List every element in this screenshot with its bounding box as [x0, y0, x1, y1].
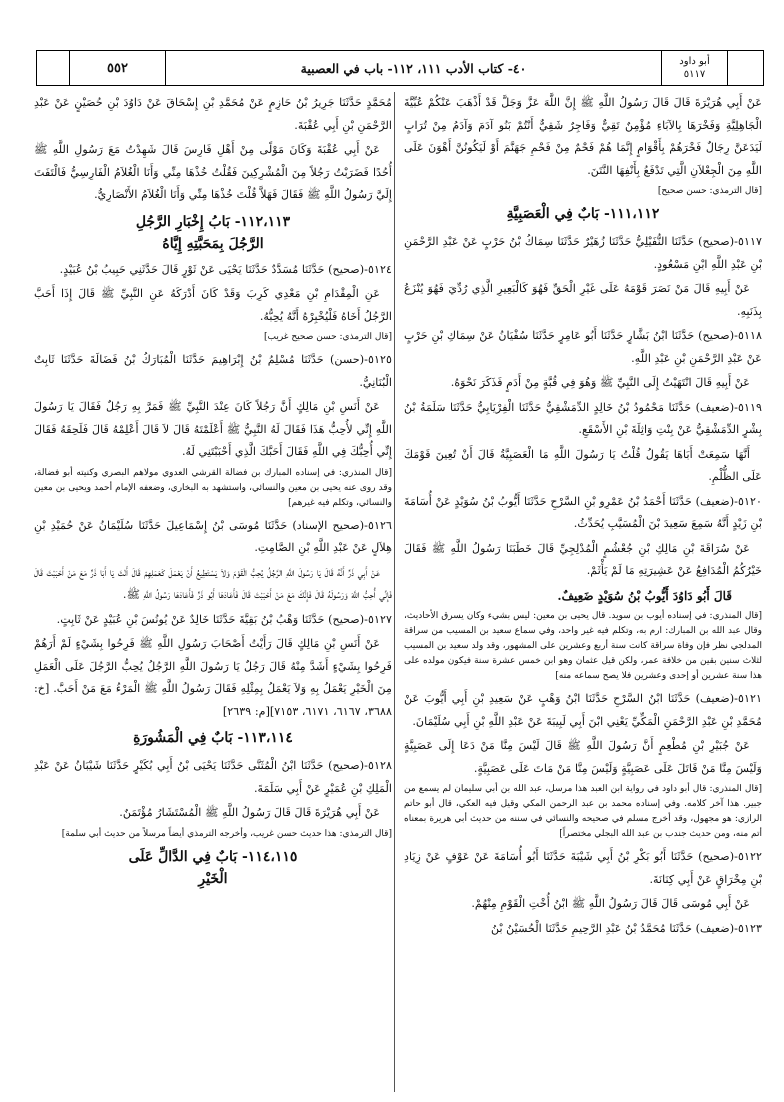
hadith-chain: ٥١٢٣-(ضعيف) حَدَّثَنَا مُحَمَّدُ بْنُ عَبْدِ الرَّحِيمِ حَدَّثَنَا الْحُسَيْنُ بْنُ [490, 921, 762, 935]
chapter-heading-line1: ١١٢،١١٣- بَابُ إِخْبَارِ الرَّجُلِ [135, 213, 291, 230]
hadith-text: عَنْ أَنَسِ بْنِ مَالِكٍ قَالَ رَأَيْتُ أَصْحَابَ رَسُولِ اللَّهِ ﷺ فَرِحُوا بِشَيْءٍ لَمْ أَرَهُمْ فَرِحُوا بِشَيْءٍ أَشَدَّ مِنْهُ قَالَ رَجُلٌ يَا رَسُولَ اللَّهِ الرَّجُلُ يُحِبُّ الرَّجُلَ عَلَى الْعَمَلِ مِنَ الْخَيْرِ يَعْمَلُ بِهِ وَلاَ يَعْمَلُ بِمِثْلِهِ فَقَالَ رَسُولُ اللَّهِ ﷺ الْمَرْءُ مَعَ مَنْ أَحَبَّ. [خ: ٣٦٨٨، ٦١٦٧، ٦١٧١، ٧١٥٣][م: ٢٦٣٩] [34, 637, 392, 718]
chapter-heading-line1: ١١٤،١١٥- بَابٌ فِي الدَّالِّ عَلَى [128, 848, 298, 865]
header-page-number: ٥٥٢ [69, 51, 165, 85]
commentary-note: [قال المنذري: في إسناده المبارك بن فضالة القرشي العدوي مولاهم البصري وكنيته أبو فضالة، وقد روى عنه يحيى بن معين والنسائي، واستشهد به البخاري، وضعفه الإمام أحمد ويحيى بن معين والنسائي، وتكلم فيه غيرهم] [34, 467, 392, 508]
hadith-text: عَنْ أَبِي مُوسَى قَالَ قَالَ رَسُولُ اللَّهِ ﷺ ابْنُ أُخْتِ الْقَوْمِ مِنْهُمْ. [471, 897, 750, 910]
header-blank-cell-right [727, 51, 763, 85]
chapter-heading: ١١١،١١٢- بَابٌ فِي الْعَصَبِيَّةِ [506, 206, 660, 222]
chapter-heading [34, 211, 392, 255]
hadith-text: عَنْ جُبَيْرِ بْنِ مُطْعِمٍ أَنَّ رَسُولَ اللَّهِ ﷺ قَالَ لَيْسَ مِنَّا مَنْ دَعَا إِلَى عَصَبِيَّةٍ وَلَيْسَ مِنَّا مَنْ قَاتَلَ عَلَى عَصَبِيَّةٍ وَلَيْسَ مِنَّا مَنْ مَاتَ عَلَى عَصَبِيَّةٍ. [404, 739, 762, 775]
hadith-text: أَنَّهَا سَمِعَتْ أَبَاهَا يَقُولُ قُلْتُ يَا رَسُولَ اللَّهِ مَا الْعَصَبِيَّةُ قَالَ أَنْ تُعِينَ قَوْمَكَ عَلَى الظُّلْمِ. [404, 447, 762, 483]
hadith-chain: ٥١٢٧-(صحيح) حَدَّثَنَا وَهْبُ بْنُ بَقِيَّةَ حَدَّثَنَا خَالِدٌ عَنْ يُونُسَ بْنِ عُبَيْدٍ عَنْ ثَابِتٍ. [56, 612, 392, 626]
hadith-chain: ٥١٢٤-(صحيح) حَدَّثَنَا مُسَدَّدٌ حَدَّثَنَا يَحْيَى عَنْ ثَوْرٍ قَالَ حَدَّثَنِي حَبِيبُ بْنُ عُبَيْدٍ. [59, 262, 392, 276]
hadith-chain: ٥١٢٥-(حسن) حَدَّثَنَا مُسْلِمُ بْنُ إِبْرَاهِيمَ حَدَّثَنَا الْمُبَارَكُ بْنُ فَضَالَةَ حَدَّثَنَا ثَابِتٌ الْبُنَانِيُّ. [34, 353, 392, 389]
header-hadith-number: ٥١١٧ [683, 69, 706, 80]
hadith-text: عَنْ أَبِي ذَرٍّ أَنَّهُ قَالَ يَا رَسُولَ اللَّهِ الرَّجُلُ يُحِبُّ الْقَوْمَ وَلاَ يَسْتَطِيعُ أَنْ يَعْمَلَ كَعَمَلِهِمْ قَالَ أَنْتَ يَا أَبَا ذَرٍّ مَعَ مَنْ أَحْبَبْتَ قَالَ فَإِنِّي أُحِبُّ اللَّهَ وَرَسُولَهُ قَالَ فَإِنَّكَ مَعَ مَنْ أَحْبَبْتَ قَالَ فَأَعَادَهَا أَبُو ذَرٍّ فَأَعَادَهَا رَسُولُ اللَّهِ ﷺ. [34, 565, 392, 601]
right-column [404, 92, 762, 1094]
header-blank-cell-left [37, 51, 69, 85]
header-section-title: ٤٠- كتاب الأدب ١١١، ١١٢- باب في العصبية [165, 51, 661, 85]
commentary-note: [قال الترمذي: حسن صحيح غريب] [263, 332, 392, 342]
hadith-chain: ٥١١٧-(صحيح) حَدَّثَنَا النُّفَيْلِيُّ حَدَّثَنَا زُهَيْرٌ حَدَّثَنَا سِمَاكُ بْنُ حَرْبٍ عَنْ عَبْدِ الرَّحْمَنِ بْنِ عَبْدِ اللَّهِ ابْنِ مَسْعُودٍ. [404, 235, 762, 271]
hadith-text: عَنْ أَبِيهِ قَالَ انْتَهَيْتُ إِلَى النَّبِيِّ ﷺ وَهُوَ فِي قُبَّةٍ مِنْ أَدَمٍ فَذَكَرَ نَحْوَهُ. [450, 376, 750, 389]
chapter-heading-line2: الْخَيْرِ [198, 870, 228, 887]
hadith-text: عَنْ أَبِي هُرَيْرَةَ قَالَ قَالَ رَسُولُ اللَّهِ ﷺ الْمُسْتَشَارُ مُؤْتَمَنٌ. [119, 806, 380, 819]
hadith-text: عَنْ سُرَاقَةَ بْنِ مَالِكِ بْنِ جُعْشُمٍ الْمُدْلِجِيِّ قَالَ خَطَبَنَا رَسُولُ اللَّهِ ﷺ فَقَالَ خَيْرُكُمُ الْمُدَافِعُ عَنْ عَشِيرَتِهِ مَا لَمْ يَأْثَمْ. [404, 541, 762, 577]
commentary-note: [قال الترمذي: هذا حديث حسن غريب، وأخرجه الترمذي أيضاً مرسلاً من حديث أبي سلمة] [61, 828, 392, 839]
chapter-heading-line2: الرَّجُلَ بِمَحَبَّتِهِ إِيَّاهُ [162, 235, 264, 252]
column-divider [394, 92, 395, 1092]
hadith-chain: ٥١١٨-(صحيح) حَدَّثَنَا ابْنُ بَشَّارٍ حَدَّثَنَا أَبُو عَامِرٍ حَدَّثَنَا سُفْيَانُ عَنْ سِمَاكِ بْنِ حَرْبٍ عَنْ عَبْدِ الرَّحْمَنِ بْنِ عَبْدِ اللَّهِ. [404, 329, 762, 365]
hadith-text: عَنْ أَبِيهِ قَالَ مَنْ نَصَرَ قَوْمَهُ عَلَى غَيْرِ الْحَقِّ فَهُوَ كَالْبَعِيرِ الَّذِي رُدِّيَ فَهُوَ يُنْزَعُ بِذَنَبِهِ. [404, 282, 762, 318]
hadith-text: عَنْ أَنَسِ بْنِ مَالِكٍ أَنَّ رَجُلاً كَانَ عِنْدَ النَّبِيِّ ﷺ فَمَرَّ بِهِ رَجُلٌ فَقَالَ يَا رَسُولَ اللَّهِ إِنِّي لأُحِبُّ هَذَا فَقَالَ لَهُ النَّبِيُّ ﷺ أَعْلَمْتَهُ قَالَ لاَ قَالَ أَعْلِمْهُ قَالَ فَلَحِقَهُ فَقَالَ إِنِّي أُحِبُّكَ فِي اللَّهِ فَقَالَ أَحَبَّكَ الَّذِي أَحْبَبْتَنِي لَهُ. [34, 400, 392, 458]
hadith-chain: ٥١٢١-(ضعيف) حَدَّثَنَا ابْنُ السَّرْحِ حَدَّثَنَا ابْنُ وَهْبٍ عَنْ سَعِيدِ بْنِ أَبِي أَيُّوبَ عَنْ مُحَمَّدِ بْنِ عَبْدِ الرَّحْمَنِ الْمَكِّيِّ يَعْنِي ابْنَ أَبِي لَبِيبَةَ عَنْ عَبْدِ اللَّهِ بْنِ أَبِي سُلَيْمَانَ. [404, 692, 762, 728]
hadith-chain-continued: مُحَمَّدٍ حَدَّثَنَا جَرِيرُ بْنُ حَازِمٍ عَنْ مُحَمَّدِ بْنِ إِسْحَاقَ عَنْ دَاوُدَ بْنِ حُصَيْنٍ عَنْ عَبْدِ الرَّحْمَنِ بْنِ أَبِي عُقْبَةَ. [34, 96, 392, 132]
abu-dawud-remark: قَالَ أَبُو دَاوُدَ أَيُّوبُ بْنُ سُوَيْدٍ ضَعِيفٌ. [557, 588, 732, 603]
chapter-heading [34, 846, 392, 890]
hadith-chain: ٥١٢٢-(صحيح) حَدَّثَنَا أَبُو بَكْرِ بْنُ أَبِي شَيْبَةَ حَدَّثَنَا أَبُو أُسَامَةَ عَنْ عَوْفٍ عَنْ زِيَادِ بْنِ مِخْرَاقٍ عَنْ أَبِي كِنَانَةَ. [404, 850, 762, 886]
text-paragraph: عَنْ أَبِي هُرَيْرَةَ قَالَ قَالَ رَسُولُ اللَّهِ ﷺ إِنَّ اللَّهَ عَزَّ وَجَلَّ قَدْ أَذْهَبَ عَنْكُمْ عُبِّيَّةَ الْجَاهِلِيَّةِ وَفَخْرَهَا بِالآبَاءِ مُؤْمِنٌ تَقِيٌّ وَفَاجِرٌ شَقِيٌّ أَنْتُمْ بَنُو آدَمَ وَآدَمُ مِنْ تُرَابٍ لَيَدَعَنَّ رِجَالٌ فَخْرَهُمْ بِأَقْوَامٍ إِنَّمَا هُمْ فَحْمٌ مِنْ فَحْمِ جَهَنَّمَ أَوْ لَيَكُونُنَّ أَهْوَنَ عَلَى اللَّهِ مِنَ الْجِعْلاَنِ الَّتِي تَدْفَعُ بِأَنْفِهَا النَّتَنَ. [404, 96, 762, 177]
chapter-heading: ١١٣،١١٤- بَابٌ فِي الْمَشُورَةِ [133, 730, 293, 746]
commentary-note: [قال الترمذي: حسن صحيح] [657, 186, 762, 196]
hadith-chain: ٥١٢٨-(صحيح) حَدَّثَنَا ابْنُ الْمُثَنَّى حَدَّثَنَا يَحْيَى بْنُ أَبِي بُكَيْرٍ حَدَّثَنَا شَيْبَانُ عَنْ عَبْدِ الْمَلِكِ بْنِ عُمَيْرٍ عَنْ أَبِي سَلَمَةَ. [34, 759, 392, 795]
commentary-note: [قال المنذري: قال أبو داود في رواية ابن العبد هذا مرسل، عبد الله بن أبي سليمان لم يسمع من جبير. هذا آخر كلامه. وفي إسناده محمد بن عبد الرحمن المكي وقيل فيه العكي، قال أبو حاتم الرازي: هو مجهول، وقد أخرج مسلم في صحيحه والنسائي في سننه من حديث أبي هريرة بمعناه أتم منه، ومن حديث جندب بن عبد الله البجلي مختصراً] [404, 784, 762, 839]
header-reference-cell [661, 51, 727, 85]
commentary-note: [قال المنذري: في إسناده أيوب بن سويد. قال يحيى بن معين: ليس بشيء وكان يسرق الأحاديث، وقال عبد الله بن المبارك: ارم به، وتكلم فيه غير واحد، وفي سماع سعيد بن المسيب من سراقة المدلجي نظر فإن وفاة سراقة كانت سنة أربع وعشرين على المشهور، وقد ولد سعيد بن المسيب لثلاث سنين بقين من خلافة عمر، ولكن قيل عثمان وهو ابن خمس عشرة سنة فيكون مولده على هذا سنة عشرين أو إحدى وعشرين فلا يصح سماعه منه] [404, 611, 762, 681]
hadith-text: عَنْ أَبِي عُقْبَةَ وَكَانَ مَوْلًى مِنْ أَهْلِ فَارِسَ قَالَ شَهِدْتُ مَعَ رَسُولِ اللَّهِ ﷺ أُحُدًا فَضَرَبْتُ رَجُلاً مِنَ الْمُشْرِكِينَ فَقُلْتُ خُذْهَا مِنِّي وَأَنَا الْغُلاَمُ الْفَارِسِيُّ فَالْتَفَتَ إِلَيَّ رَسُولُ اللَّهِ ﷺ فَقَالَ فَهَلاَّ قُلْتَ خُذْهَا مِنِّي وَأَنَا الْغُلاَمُ الأَنْصَارِيُّ. [34, 143, 392, 201]
running-header [36, 50, 764, 86]
header-book-author: أبو داود [679, 56, 710, 67]
hadith-chain: ٥١٢٦-(صحيح الإسناد) حَدَّثَنَا مُوسَى بْنُ إِسْمَاعِيلَ حَدَّثَنَا سُلَيْمَانُ عَنْ حُمَيْدِ بْنِ هِلاَلٍ عَنْ عَبْدِ اللَّهِ بْنِ الصَّامِتِ. [34, 518, 392, 554]
left-column [34, 92, 392, 1094]
hadith-chain: ٥١٢٠-(ضعيف) حَدَّثَنَا أَحْمَدُ بْنُ عَمْرِو بْنِ السَّرْحِ حَدَّثَنَا أَيُّوبُ بْنُ سُوَيْدٍ عَنْ أُسَامَةَ بْنِ زَيْدٍ أَنَّهُ سَمِعَ سَعِيدَ بْنَ الْمُسَيَّبِ يُحَدِّثُ. [404, 494, 762, 530]
hadith-text: عَنِ الْمِقْدَامِ بْنِ مَعْدِي كَرِبَ وَقَدْ كَانَ أَدْرَكَهُ عَنِ النَّبِيِّ ﷺ قَالَ إِذَا أَحَبَّ الرَّجُلُ أَخَاهُ فَلْيُخْبِرْهُ أَنَّهُ يُحِبُّهُ. [34, 287, 392, 323]
hadith-chain: ٥١١٩-(ضعيف) حَدَّثَنَا مَحْمُودُ بْنُ خَالِدٍ الدِّمَشْقِيُّ حَدَّثَنَا الْفِرْيَابِيُّ حَدَّثَنَا سَلَمَةُ بْنُ بِشْرٍ الدِّمَشْقِيُّ عَنْ بِنْتِ وَاثِلَةَ بْنِ الأَسْقَعِ. [404, 400, 762, 436]
